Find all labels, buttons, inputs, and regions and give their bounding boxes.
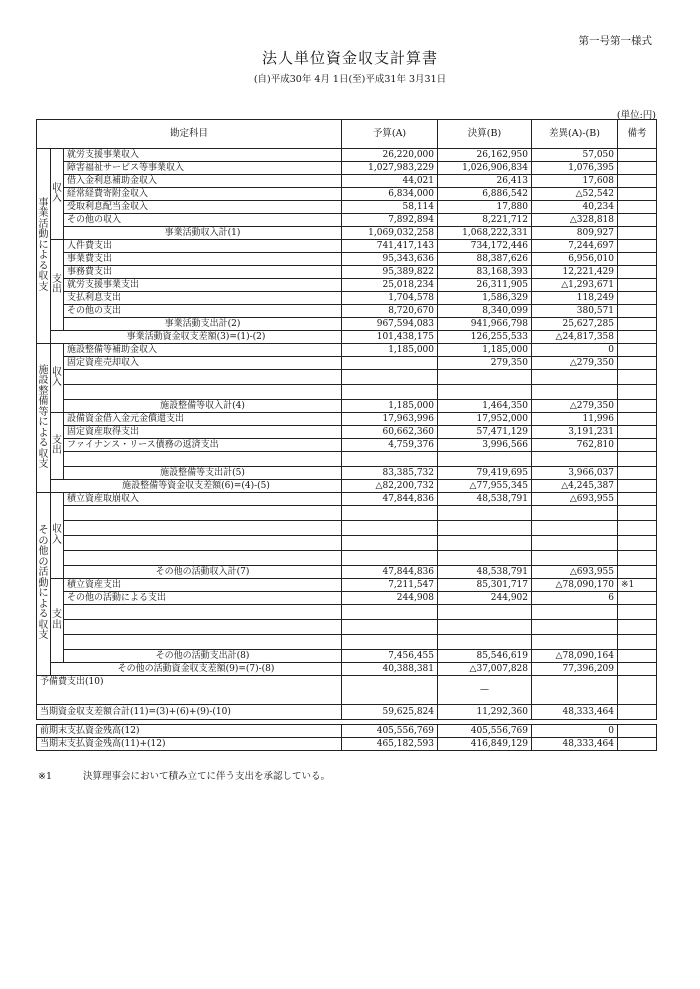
budget-value: 58,114: [342, 201, 438, 214]
actual-value: 734,172,446: [438, 240, 532, 253]
remarks-value: [618, 663, 657, 676]
row-label: 積立資産支出: [64, 579, 342, 592]
remarks-value: [618, 426, 657, 439]
actual-value: 26,311,905: [438, 279, 532, 292]
remarks-value: [618, 705, 657, 720]
footnote: [38, 768, 330, 782]
table-row: [37, 214, 657, 227]
actual-value: 11,292,360: [438, 705, 532, 720]
diff-value: △693,955: [532, 566, 618, 579]
actual-value: 279,350: [438, 357, 532, 370]
subsection-income-label: 収入: [51, 493, 64, 579]
table-row: [37, 305, 657, 318]
diff-value: △78,090,164: [532, 650, 618, 663]
actual-value: 8,340,099: [438, 305, 532, 318]
actual-value: 126,255,533: [438, 331, 532, 344]
subsection-income-label: 収入: [51, 344, 64, 413]
budget-value: 95,343,636: [342, 253, 438, 266]
remarks-value: ※1: [618, 579, 657, 592]
budget-value: 244,908: [342, 592, 438, 605]
row-label: 人件費支出: [64, 240, 342, 253]
remarks-value: [618, 253, 657, 266]
row-label: 設備資金借入金元金償還支出: [64, 413, 342, 426]
budget-value: 40,388,381: [342, 663, 438, 676]
diff-value: 25,627,285: [532, 318, 618, 331]
budget-value: 47,844,836: [342, 566, 438, 579]
table-row: [37, 253, 657, 266]
table-row: [37, 413, 657, 426]
balance-difference-label: その他の活動資金収支差額(9)=(7)-(8): [51, 663, 342, 676]
total-difference-label: 当期資金収支差額合計(11)=(3)+(6)+(9)-(10): [37, 705, 342, 720]
actual-value: 88,387,626: [438, 253, 532, 266]
budget-value: 60,662,360: [342, 426, 438, 439]
diff-value: 40,234: [532, 201, 618, 214]
actual-value: 405,556,769: [438, 725, 532, 738]
actual-value: 17,952,000: [438, 413, 532, 426]
budget-value: 1,069,032,258: [342, 227, 438, 240]
table-row: [37, 452, 657, 467]
remarks-value: [618, 493, 657, 506]
row-label: 事業費支出: [64, 253, 342, 266]
table-row: [37, 536, 657, 551]
actual-value: 83,168,393: [438, 266, 532, 279]
actual-value: 1,026,906,834: [438, 162, 532, 175]
budget-value: 47,844,836: [342, 493, 438, 506]
table-row: [37, 566, 657, 579]
table-row: [37, 400, 657, 413]
header-remarks: 備考: [618, 120, 657, 149]
remarks-value: [618, 292, 657, 305]
remarks-value: [618, 279, 657, 292]
budget-value: 26,220,000: [342, 149, 438, 162]
table-row: [37, 385, 657, 400]
diff-value: 762,810: [532, 439, 618, 452]
form-number: 第一号第一様式: [578, 35, 652, 47]
row-label: 固定資産取得支出: [64, 426, 342, 439]
table-row: [37, 506, 657, 521]
budget-value: 1,185,000: [342, 344, 438, 357]
table-row: [37, 467, 657, 480]
table-row: [37, 227, 657, 240]
budget-value: 1,027,983,229: [342, 162, 438, 175]
actual-value: 244,902: [438, 592, 532, 605]
actual-value: —: [438, 676, 532, 705]
budget-value: 101,438,175: [342, 331, 438, 344]
diff-value: 809,927: [532, 227, 618, 240]
subtotal-label: 事業活動収入計(1): [64, 227, 342, 240]
remarks-value: [618, 738, 657, 751]
remarks-value: [618, 214, 657, 227]
row-label: 受取利息配当金収入: [64, 201, 342, 214]
table-row: [37, 663, 657, 676]
row-label: 就労支援事業支出: [64, 279, 342, 292]
budget-value: 7,892,894: [342, 214, 438, 227]
row-label: 障害福祉サービス等事業収入: [64, 162, 342, 175]
diff-value: △78,090,170: [532, 579, 618, 592]
remarks-value: [618, 413, 657, 426]
diff-value: 6,956,010: [532, 253, 618, 266]
subsection-expense-label: 支出: [51, 579, 64, 663]
table-row: [37, 318, 657, 331]
remarks-value: [618, 439, 657, 452]
diff-value: △279,350: [532, 400, 618, 413]
budget-value: 405,556,769: [342, 725, 438, 738]
reserve-expense-label: 予備費支出(10): [37, 676, 342, 705]
diff-value: 0: [532, 725, 618, 738]
table-row: [37, 521, 657, 536]
diff-value: 12,221,429: [532, 266, 618, 279]
section-other-label: その他の活動による収支: [37, 493, 51, 676]
table-row: [37, 175, 657, 188]
actual-value: 416,849,129: [438, 738, 532, 751]
budget-value: 465,182,593: [342, 738, 438, 751]
diff-value: △52,542: [532, 188, 618, 201]
actual-value: 48,538,791: [438, 566, 532, 579]
row-label: 支払利息支出: [64, 292, 342, 305]
row-label: 前期末支払資金残高(12): [37, 725, 342, 738]
diff-value: 48,333,464: [532, 705, 618, 720]
actual-value: 85,546,619: [438, 650, 532, 663]
section-operating-label: 事業活動による収支: [37, 149, 51, 344]
row-label: 借入金利息補助金収入: [64, 175, 342, 188]
table-row: [37, 579, 657, 592]
budget-value: [342, 357, 438, 370]
header-actual: 決算(B): [438, 120, 532, 149]
budget-value: 25,018,234: [342, 279, 438, 292]
table-row: [37, 426, 657, 439]
table-row: [37, 592, 657, 605]
subtotal-label: その他の活動支出計(8): [64, 650, 342, 663]
remarks-value: [618, 344, 657, 357]
table-row: [37, 480, 657, 493]
row-label: 経常経費寄附金収入: [64, 188, 342, 201]
remarks-value: [618, 318, 657, 331]
actual-value: △37,007,828: [438, 663, 532, 676]
remarks-value: [618, 201, 657, 214]
diff-value: 57,050: [532, 149, 618, 162]
budget-value: 8,720,670: [342, 305, 438, 318]
header-diff: 差異(A)-(B): [532, 120, 618, 149]
remarks-value: [618, 175, 657, 188]
unit-label: (単位:円): [616, 110, 656, 121]
actual-value: 26,162,950: [438, 149, 532, 162]
row-label: 施設整備等補助金収入: [64, 344, 342, 357]
row-label: 固定資産売却収入: [64, 357, 342, 370]
subsection-expense-label: 支出: [51, 413, 64, 480]
diff-value: 77,396,209: [532, 663, 618, 676]
row-label: 当期末支払資金残高(11)+(12): [37, 738, 342, 751]
remarks-value: [618, 480, 657, 493]
actual-value: 941,966,798: [438, 318, 532, 331]
budget-value: 59,625,824: [342, 705, 438, 720]
actual-value: 79,419,695: [438, 467, 532, 480]
budget-value: 17,963,996: [342, 413, 438, 426]
budget-value: 1,704,578: [342, 292, 438, 305]
table-row: [37, 370, 657, 385]
actual-value: △77,955,345: [438, 480, 532, 493]
table-row: [37, 201, 657, 214]
remarks-value: [618, 305, 657, 318]
budget-value: △82,200,732: [342, 480, 438, 493]
remarks-value: [618, 240, 657, 253]
table-row: [37, 439, 657, 452]
actual-value: 6,886,542: [438, 188, 532, 201]
budget-value: 4,759,376: [342, 439, 438, 452]
remarks-value: [618, 650, 657, 663]
subtotal-label: 施設整備等支出計(5): [64, 467, 342, 480]
diff-value: △279,350: [532, 357, 618, 370]
budget-value: 6,834,000: [342, 188, 438, 201]
diff-value: 11,996: [532, 413, 618, 426]
page-title: 法人単位資金収支計算書: [261, 49, 438, 67]
row-label: 就労支援事業収入: [64, 149, 342, 162]
header-account: 勘定科目: [37, 120, 342, 149]
remarks-value: [618, 592, 657, 605]
diff-value: 17,608: [532, 175, 618, 188]
remarks-value: [618, 188, 657, 201]
table-row: [37, 551, 657, 566]
table-row: [37, 279, 657, 292]
subsection-income-label: 収入: [51, 149, 64, 240]
row-label: 積立資産取崩収入: [64, 493, 342, 506]
table-row: [37, 240, 657, 253]
diff-value: [532, 676, 618, 705]
actual-value: 8,221,712: [438, 214, 532, 227]
table-row: [37, 331, 657, 344]
budget-value: 44,021: [342, 175, 438, 188]
footnote-text: 決算理事会において積み立てに伴う支出を承認している。: [83, 771, 331, 782]
actual-value: 26,413: [438, 175, 532, 188]
section-facility-label: 施設整備等による収支: [37, 344, 51, 493]
budget-value: 95,389,822: [342, 266, 438, 279]
balance-table: [36, 724, 657, 751]
remarks-value: [618, 566, 657, 579]
fiscal-period: (自)平成30年 4月 1日(至)平成31年 3月31日: [253, 74, 447, 85]
diff-value: 7,244,697: [532, 240, 618, 253]
actual-value: 1,068,222,331: [438, 227, 532, 240]
remarks-value: [618, 162, 657, 175]
table-row: [37, 650, 657, 663]
subtotal-label: 施設整備等収入計(4): [64, 400, 342, 413]
table-row: [37, 493, 657, 506]
diff-value: △4,245,387: [532, 480, 618, 493]
diff-value: 3,191,231: [532, 426, 618, 439]
subtotal-label: 事業活動支出計(2): [64, 318, 342, 331]
budget-value: 1,185,000: [342, 400, 438, 413]
diff-value: 3,966,037: [532, 467, 618, 480]
actual-value: 1,185,000: [438, 344, 532, 357]
diff-value: △693,955: [532, 493, 618, 506]
table-row: [37, 605, 657, 620]
row-label: その他の活動による支出: [64, 592, 342, 605]
remarks-value: [618, 227, 657, 240]
budget-value: 741,417,143: [342, 240, 438, 253]
budget-value: 7,456,455: [342, 650, 438, 663]
remarks-value: [618, 467, 657, 480]
diff-value: 6: [532, 592, 618, 605]
cash-flow-statement-table: [36, 119, 657, 720]
remarks-value: [618, 266, 657, 279]
table-row: [37, 188, 657, 201]
diff-value: 48,333,464: [532, 738, 618, 751]
table-row: [37, 162, 657, 175]
actual-value: 57,471,129: [438, 426, 532, 439]
balance-difference-label: 事業活動資金収支差額(3)=(1)-(2): [51, 331, 342, 344]
table-row: [37, 266, 657, 279]
table-row: [37, 149, 657, 162]
row-label: ファイナンス・リース債務の返済支出: [64, 439, 342, 452]
diff-value: △328,818: [532, 214, 618, 227]
table-row: [37, 344, 657, 357]
actual-value: 85,301,717: [438, 579, 532, 592]
diff-value: 380,571: [532, 305, 618, 318]
remarks-value: [618, 400, 657, 413]
budget-value: 83,385,732: [342, 467, 438, 480]
actual-value: 3,996,566: [438, 439, 532, 452]
subsection-expense-label: 支出: [51, 240, 64, 331]
remarks-value: [618, 725, 657, 738]
actual-value: 1,464,350: [438, 400, 532, 413]
table-row: [37, 676, 657, 705]
diff-value: 118,249: [532, 292, 618, 305]
table-row: [37, 620, 657, 635]
remarks-value: [618, 149, 657, 162]
table-row: [37, 738, 657, 751]
diff-value: 1,076,395: [532, 162, 618, 175]
footnote-mark: ※1: [38, 771, 53, 782]
actual-value: 48,538,791: [438, 493, 532, 506]
table-row: [37, 635, 657, 650]
actual-value: 1,586,329: [438, 292, 532, 305]
diff-value: △24,817,358: [532, 331, 618, 344]
balance-difference-label: 施設整備等資金収支差額(6)=(4)-(5): [51, 480, 342, 493]
budget-value: 967,594,083: [342, 318, 438, 331]
actual-value: 17,880: [438, 201, 532, 214]
diff-value: △1,293,671: [532, 279, 618, 292]
remarks-value: [618, 331, 657, 344]
header-budget: 予算(A): [342, 120, 438, 149]
remarks-value: [618, 676, 657, 705]
budget-value: 7,211,547: [342, 579, 438, 592]
table-row: [37, 725, 657, 738]
budget-value: [342, 676, 438, 705]
row-label: その他の支出: [64, 305, 342, 318]
subtotal-label: その他の活動収入計(7): [64, 566, 342, 579]
table-header-row: [37, 120, 657, 149]
row-label: その他の収入: [64, 214, 342, 227]
table-row: [37, 292, 657, 305]
table-row: [37, 705, 657, 720]
table-row: [37, 357, 657, 370]
remarks-value: [618, 357, 657, 370]
row-label: 事務費支出: [64, 266, 342, 279]
diff-value: 0: [532, 344, 618, 357]
